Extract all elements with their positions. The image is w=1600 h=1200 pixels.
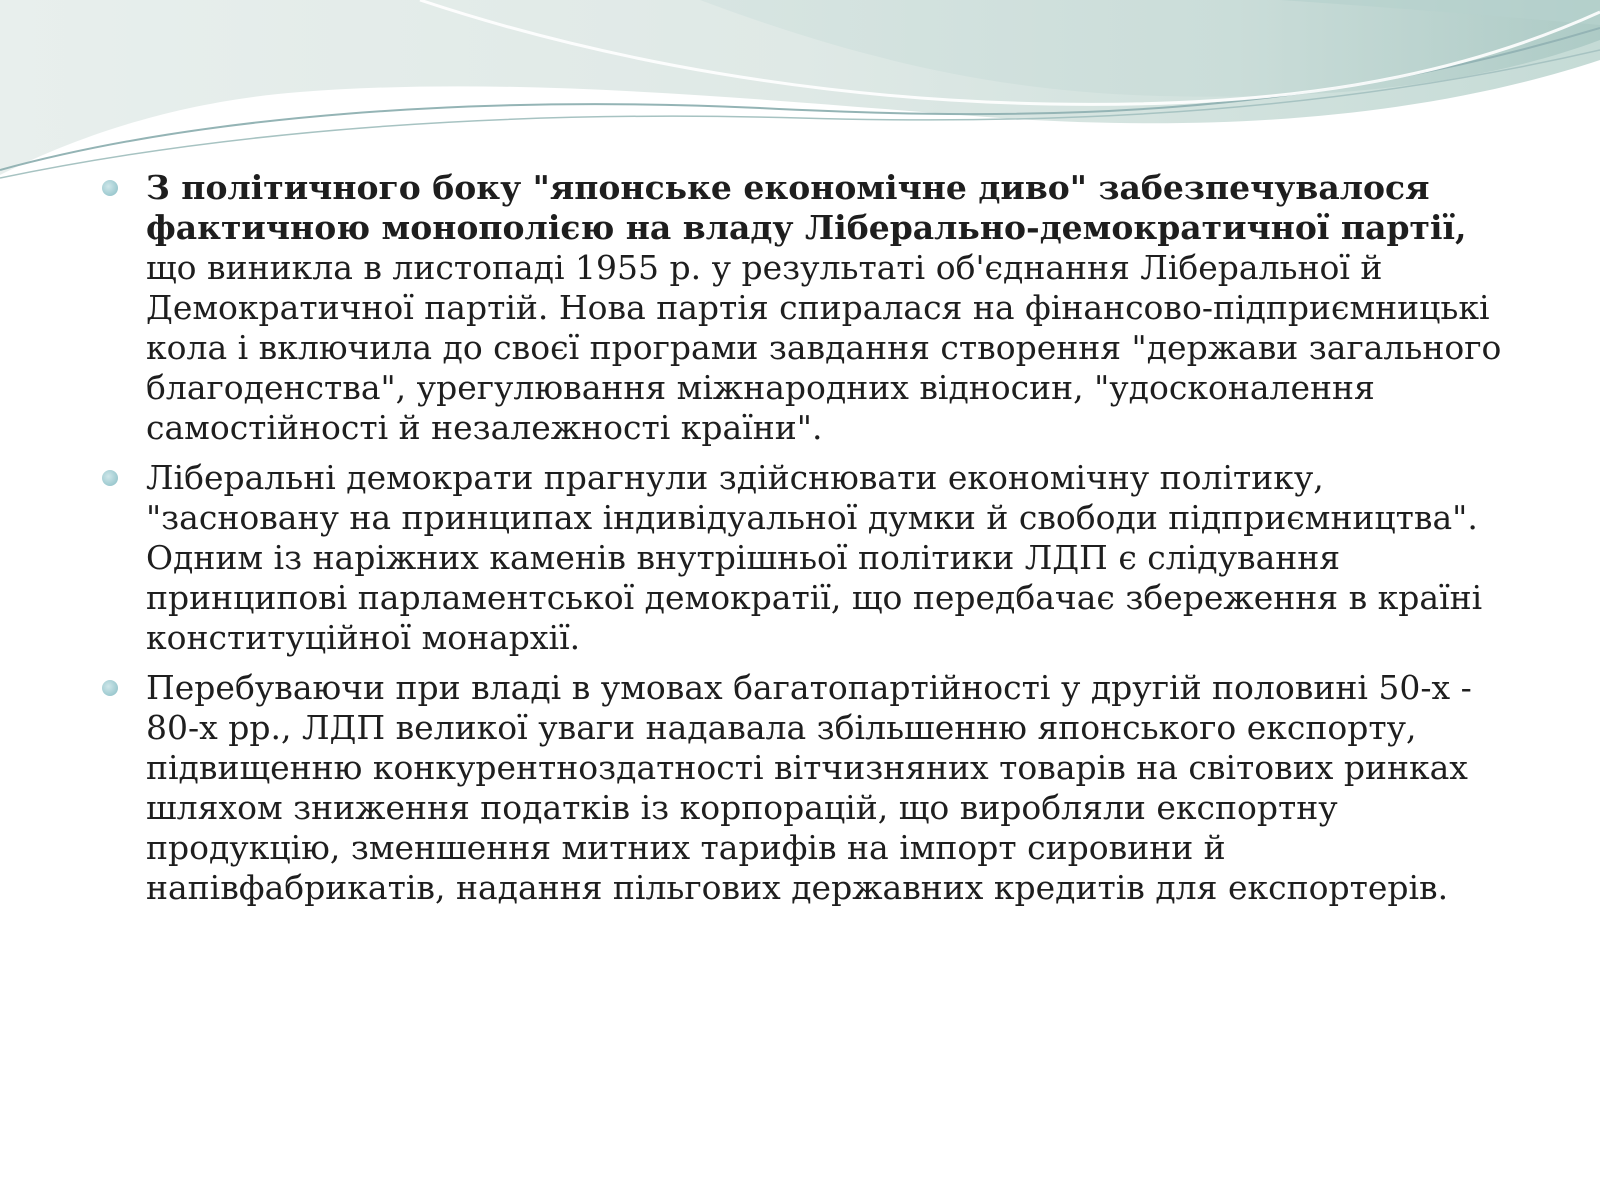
bullet-dot-icon [102, 680, 118, 696]
header-wave-decoration [0, 0, 1600, 190]
bullet-dot-icon [102, 180, 118, 196]
bullet-item-1 [100, 168, 1510, 448]
bullet-item-2 [100, 458, 1510, 658]
bullet-1-text: що виникла в листопаді 1955 р. у результаті об'єднання Ліберальної й Демократичної партій. Нова партія спиралася на фінансово-підприємницькі кола і включила до своєї програми завдання створення "держави загального благоденства", урегулювання міжнародних відносин, "удосконалення самостійності й незалежності країни". [146, 248, 1502, 447]
bullet-list [100, 168, 1510, 918]
bullet-2-text: Ліберальні демократи прагнули здійснювати економічну політику, "засновану на принципах індивідуальної думки й свободи підприємництва". Одним із наріжних каменів внутрішньої політики ЛДП є слідування принципові парламентської демократії, що передбачає збереження в країні конституційної монархії. [146, 458, 1483, 657]
bullet-dot-icon [102, 470, 118, 486]
bullet-item-3 [100, 668, 1510, 908]
bullet-1-bold-lead: З політичного боку "японське економічне диво" забезпечувалося фактичною монополією на владу Ліберально-демократичної партії, [146, 168, 1467, 247]
bullet-3-text: Перебуваючи при владі в умовах багатопартійності у другій половині 50-х - 80-х рр., ЛДП великої уваги надавала збільшенню японського експорту, підвищенню конкурентноздатності вітчизняних товарів на світових ринках шляхом зниження податків із корпорацій, що виробляли експортну продукцію, зменшення митних тарифів на імпорт сировини й напівфабрикатів, надання пільгових державних кредитів для експортерів. [146, 668, 1472, 907]
